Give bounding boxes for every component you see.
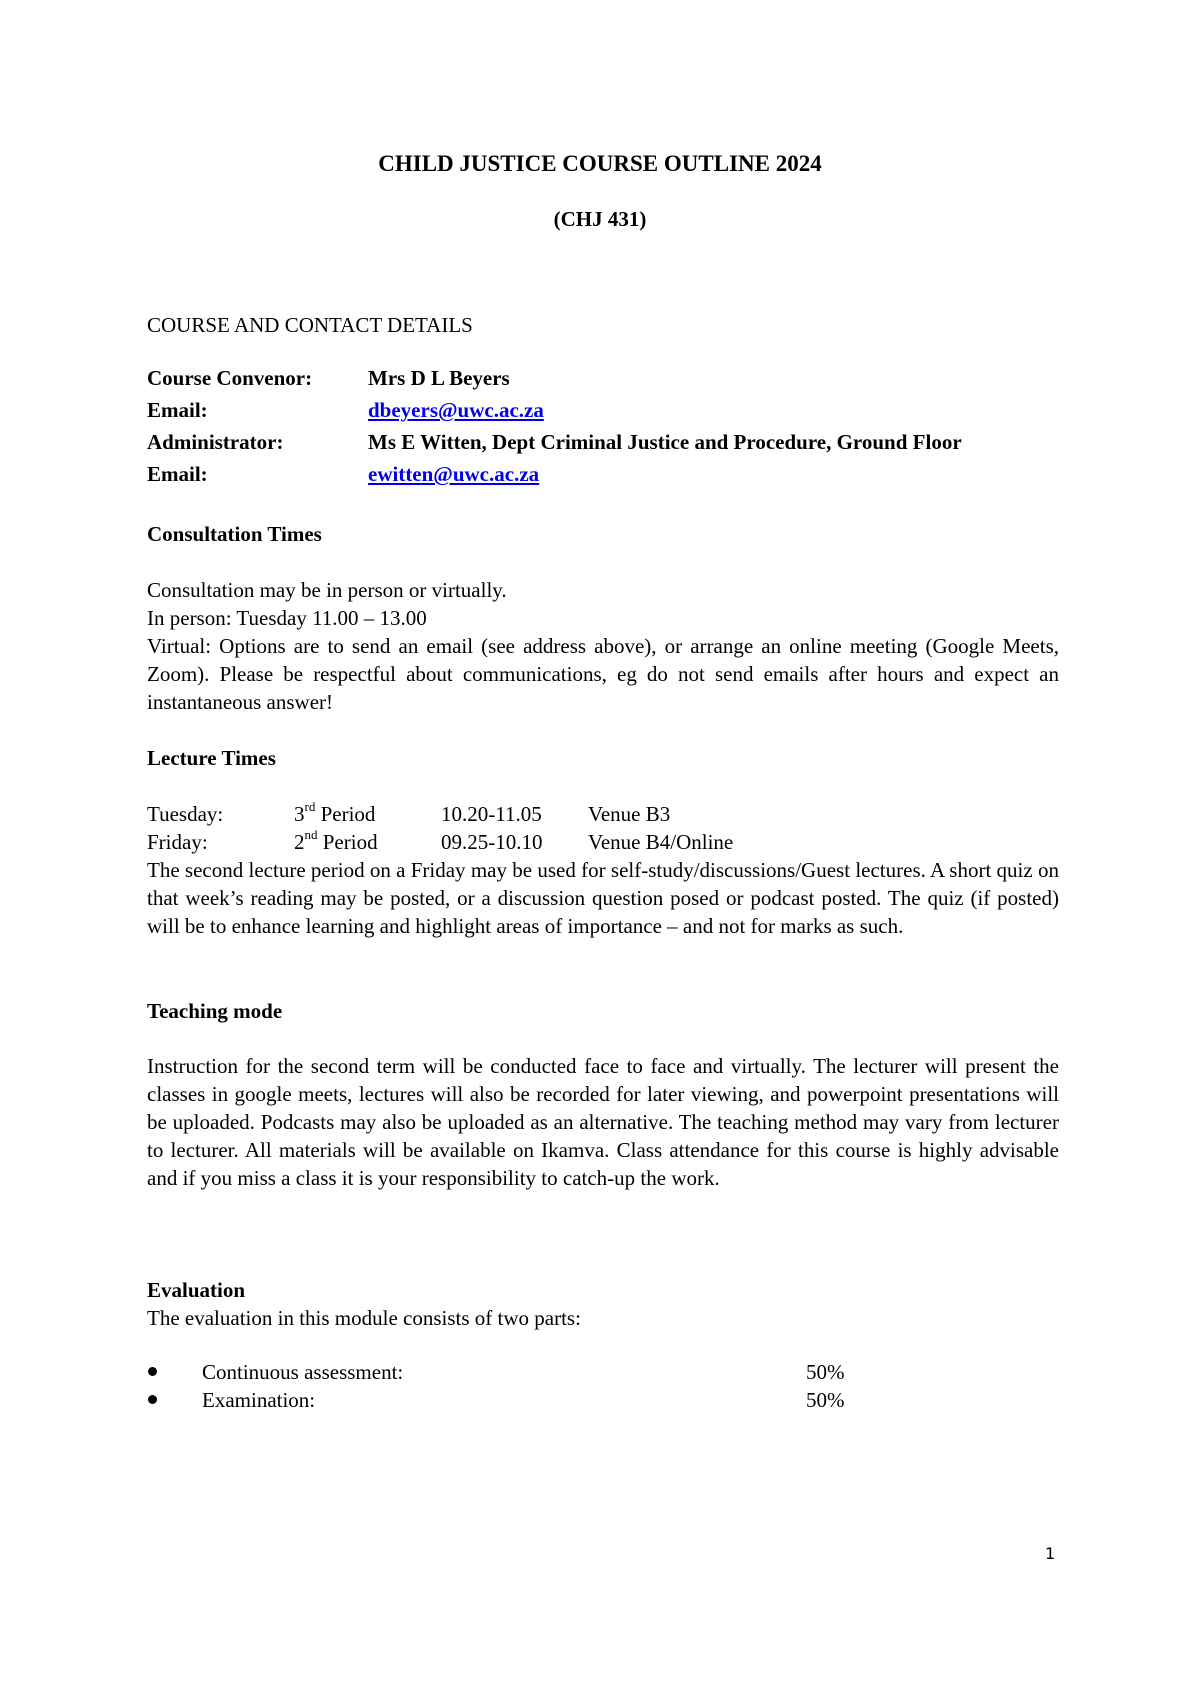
lecture-day: Friday: (147, 830, 208, 854)
lecture-venue: Venue B4/Online (588, 830, 734, 854)
lecture-times-heading: Lecture Times (147, 746, 276, 770)
lecture-paragraph: The second lecture period on a Friday may be used for self-study/discussions/Guest lectures. A short quiz on that week’s reading may be posted, or a discussion question posed or podcast posted. The quiz (if posted) will be to enhance learning and highlight areas of importance – and not for marks as such. (147, 858, 1059, 938)
evaluation-item-value: 50% (806, 1360, 845, 1384)
evaluation-item-value: 50% (806, 1388, 845, 1412)
lecture-venue: Venue B3 (588, 802, 671, 826)
evaluation-intro: The evaluation in this module consists of two parts: (147, 1306, 581, 1330)
lecture-period: 2nd Period (294, 827, 378, 854)
consultation-heading: Consultation Times (147, 522, 322, 546)
page-number: 1 (1045, 1544, 1056, 1563)
administrator-label: Administrator: (147, 430, 284, 454)
evaluation-heading: Evaluation (147, 1278, 246, 1302)
bullet-icon (148, 1395, 157, 1404)
teaching-mode-heading: Teaching mode (147, 999, 283, 1023)
lecture-time: 10.20-11.05 (441, 802, 542, 826)
administrator-email-label: Email: (147, 462, 208, 486)
convenor-name: Mrs D L Beyers (368, 366, 510, 390)
document-title: CHILD JUSTICE COURSE OUTLINE 2024 (378, 151, 822, 176)
administrator-name: Ms E Witten, Dept Criminal Justice and Procedure, Ground Floor (368, 430, 962, 454)
evaluation-item-label: Continuous assessment: (202, 1360, 404, 1384)
bullet-icon (148, 1367, 157, 1376)
lecture-period: 3rd Period (294, 799, 376, 826)
convenor-email-label: Email: (147, 398, 208, 422)
convenor-label: Course Convenor: (147, 366, 313, 390)
consultation-line-2: In person: Tuesday 11.00 – 13.00 (147, 606, 427, 630)
consultation-line-1: Consultation may be in person or virtually. (147, 578, 507, 602)
lecture-day: Tuesday: (147, 802, 224, 826)
teaching-mode-paragraph: Instruction for the second term will be conducted face to face and virtually. The lecturer will present the classes in google meets, lectures will also be recorded for later viewing, and powerpoint presentations will be uploaded. Podcasts may also be uploaded as an alternative. The teaching method may vary from lecturer to lecturer. All materials will be available on Ikamva. Class attendance for this course is highly advisable and if you miss a class it is your responsibility to catch-up the work. (147, 1054, 1059, 1190)
consultation-paragraph: Virtual: Options are to send an email (see address above), or arrange an online meeting (Google Meets, Zoom). Please be respectful about communications, eg do not send emails after hours and expect an instantaneous answer! (147, 634, 1059, 714)
contact-details-heading: COURSE AND CONTACT DETAILS (147, 313, 473, 337)
course-code: (CHJ 431) (553, 207, 647, 231)
convenor-email-link[interactable]: dbeyers@uwc.ac.za (368, 398, 544, 422)
evaluation-item-label: Examination: (202, 1388, 316, 1412)
lecture-time: 09.25-10.10 (441, 830, 543, 854)
administrator-email-link[interactable]: ewitten@uwc.ac.za (368, 462, 540, 486)
